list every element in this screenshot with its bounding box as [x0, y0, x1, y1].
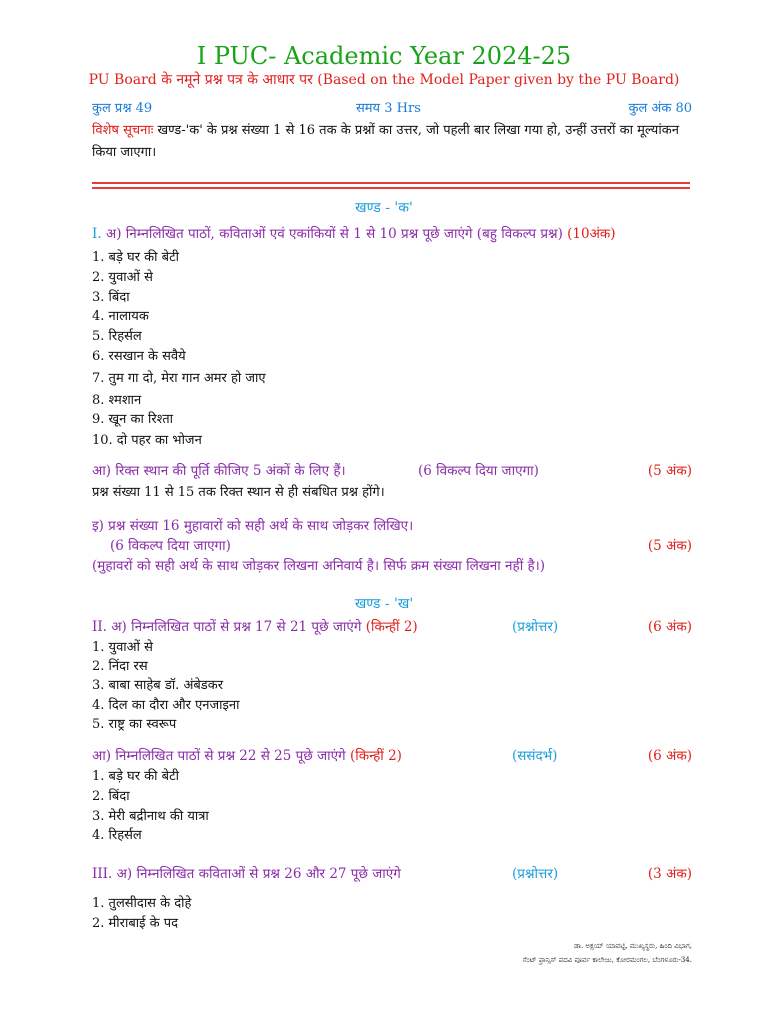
list-item: 2. बिंदा	[92, 789, 130, 804]
list-item: 3. मेरी बद्रीनाथ की यात्रा	[92, 809, 209, 824]
footer-author: ಡಾ. ಅಕ್ಷಯ್ ಯಾವಟ್ಟಿ, ಮುಖ್ಯಸ್ಥರು, ಹಿಂದಿ ವಿಭಾಗ,	[574, 942, 692, 950]
divider-bottom	[92, 187, 690, 189]
section-b-q3-marks: (3 अंक)	[647, 866, 692, 882]
list-item: 4. दिल का दौरा और एनजाइना	[92, 698, 240, 713]
footer-institution: ಸೆಂಟ್ ಫ್ರಾನ್ಸಿಸ್ ಪದವಿ ಪೂರ್ವ ಕಾಲೇಜು, ಕೋರಮಂಗಲ, ಬೆಂಗಳೂರು-34.	[522, 956, 692, 964]
list-item: 2. युवाओं से	[92, 270, 153, 285]
section-a-heading: खण्ड - 'क'	[355, 200, 413, 216]
page-title: I PUC- Academic Year 2024-25	[196, 42, 572, 70]
q1-text: अ) निम्नलिखित पाठों, कविताओं एवं एकांकियों से 1 से 10 प्रश्न पूछे जाएंगे (बहु विकल्प प्रश्न)	[105, 226, 563, 242]
section-b-q2-marks: (6 अंक)	[647, 748, 692, 764]
list-item: 8. श्मशान	[92, 393, 142, 408]
list-item: 7. तुम गा दो, मेरा गान अमर हो जाए	[92, 371, 266, 386]
list-item: 3. बिंदा	[92, 290, 130, 305]
section-b-q2-text: आ) निम्नलिखित पाठों से प्रश्न 22 से 25 पूछे जाएंगे	[92, 748, 346, 764]
list-item: 5. रिहर्सल	[92, 329, 142, 344]
page-subtitle: PU Board के नमूने प्रश्न पत्र के आधार पर (Based on the Model Paper given by the PU Board)	[88, 72, 680, 88]
q1-roman-number: I.	[92, 226, 102, 242]
section-b-q2	[92, 746, 402, 764]
section-b-q2-choice: (किन्हीं 2)	[349, 748, 402, 764]
special-note	[92, 120, 682, 164]
section-b-q2-type: (ससंदर्भ)	[512, 748, 558, 764]
section-a-q2-text: आ) रिक्त स्थान की पूर्ति कीजिए 5 अंकों के लिए हैं।	[92, 463, 346, 479]
list-item: 1. तुलसीदास के दोहे	[92, 896, 192, 911]
section-b-q3-text: III. अ) निम्नलिखित कविताओं से प्रश्न 26 और 27 पूछे जाएंगे	[92, 866, 401, 882]
exam-time: समय 3 Hrs	[356, 101, 421, 116]
section-b-q1-type: (प्रश्नोत्तर)	[512, 619, 559, 635]
list-item: 5. राष्ट्र का स्वरूप	[92, 717, 177, 732]
list-item: 4. रिहर्सल	[92, 828, 142, 843]
special-note-label: विशेष सूचनाः	[92, 123, 154, 138]
section-a-q2-options: (6 विकल्प दिया जाएगा)	[418, 463, 539, 479]
total-marks: कुल अंक 80	[628, 101, 692, 116]
total-questions: कुल प्रश्न 49	[92, 101, 153, 116]
list-item: 10. दो पहर का भोजन	[92, 433, 202, 448]
section-b-q1-text: II. अ) निम्नलिखित पाठों से प्रश्न 17 से 21 पूछे जाएंगे	[92, 619, 362, 635]
section-a-q2-marks: (5 अंक)	[647, 463, 692, 479]
list-item: 9. खून का रिश्ता	[92, 412, 173, 427]
list-item: 3. बाबा साहेब डॉ. अंबेडकर	[92, 678, 224, 693]
section-b-q1-choice: (किन्हीं 2)	[365, 619, 418, 635]
list-item: 1. युवाओं से	[92, 640, 153, 655]
section-b-q1	[92, 617, 418, 635]
list-item: 1. बड़े घर की बेटी	[92, 250, 180, 265]
list-item: 6. रसखान के सवैये	[92, 349, 186, 364]
section-a-q3-options: (6 विकल्प दिया जाएगा)	[110, 538, 231, 554]
q1-marks: (10अंक)	[567, 226, 616, 242]
list-item: 4. नालायक	[92, 309, 149, 324]
section-a-q3-marks: (5 अंक)	[647, 538, 692, 554]
list-item: 2. निंदा रस	[92, 659, 148, 674]
special-note-text: खण्ड-'क' के प्रश्न संख्या 1 से 16 तक के प्रश्नों का उत्तर, जो पहली बार लिखा गया हो, उन्हीं उत्तरों का मूल्यांकन किया जाएगा।	[92, 123, 679, 160]
section-a-q2-note: प्रश्न संख्या 11 से 15 तक रिक्त स्थान से ही संबधित प्रश्न होंगे।	[92, 485, 385, 500]
section-a-q3-warning: (मुहावरों को सही अर्थ के साथ जोड़कर लिखना अनिवार्य है। सिर्फ क्रम संख्या लिखना नहीं है।)	[92, 558, 546, 574]
section-a-q3-text: इ) प्रश्न संख्या 16 मुहावारों को सही अर्थ के साथ जोड़कर लिखिए।	[92, 518, 414, 534]
section-b-q3-type: (प्रश्नोत्तर)	[512, 866, 559, 882]
section-b-heading: खण्ड - 'ख'	[354, 596, 414, 612]
divider-top	[92, 182, 690, 184]
list-item: 1. बड़े घर की बेटी	[92, 769, 180, 784]
list-item: 2. मीराबाई के पद	[92, 916, 179, 931]
section-b-q1-marks: (6 अंक)	[647, 619, 692, 635]
section-a-q1	[92, 224, 616, 242]
